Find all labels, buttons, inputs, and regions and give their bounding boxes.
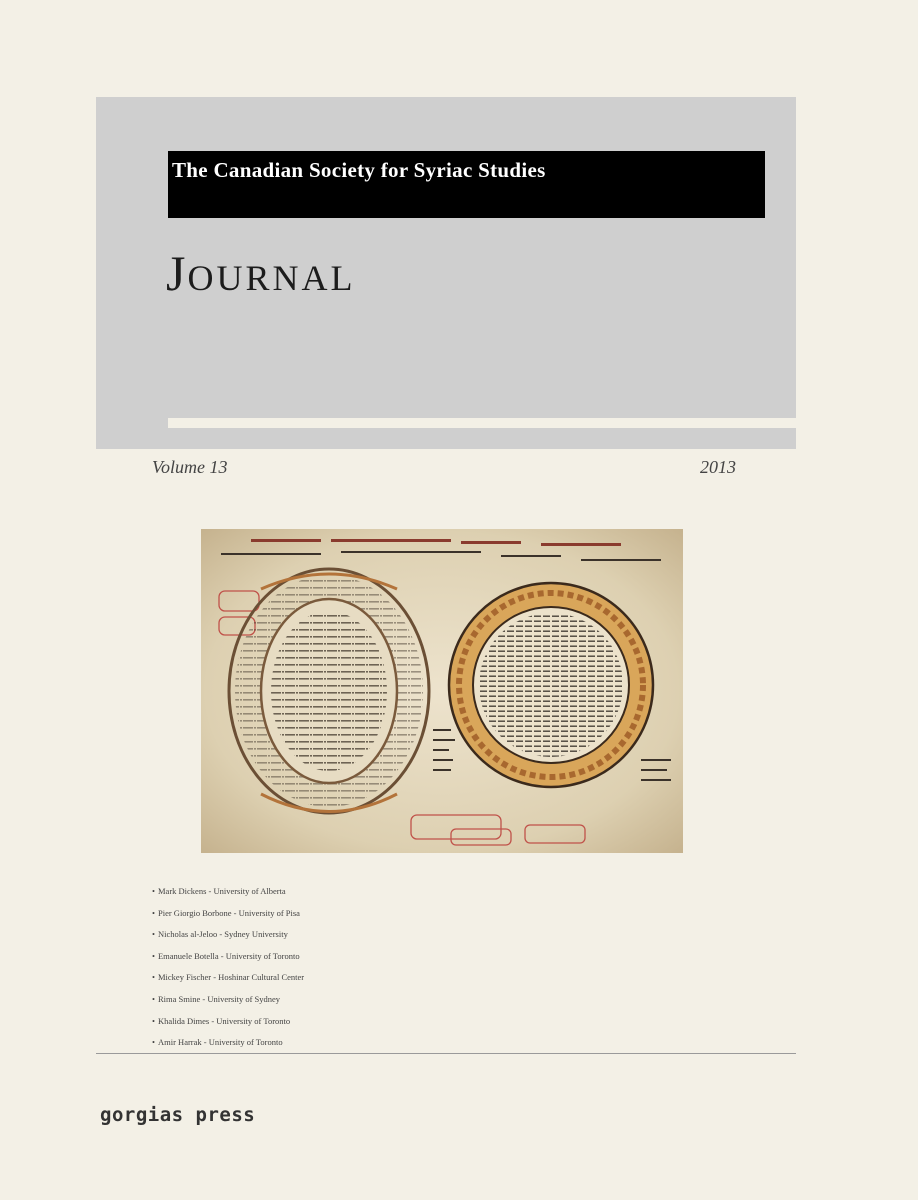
footer-rule [96, 1053, 796, 1054]
list-item: • Nicholas al-Jeloo - Sydney University [152, 929, 288, 940]
list-item: • Pier Giorgio Borbone - University of Pisa [152, 907, 300, 918]
list-item: • Emanuele Botella - University of Toronto [152, 950, 300, 961]
journal-title-rest: OURNAL [187, 258, 356, 298]
society-name-bar [168, 151, 765, 218]
publisher-logo: gorgias press [100, 1104, 256, 1126]
list-item: • Khalida Dimes - University of Toronto [152, 1015, 291, 1026]
volume-number: Volume 13 [152, 457, 228, 477]
header-rule [168, 418, 796, 428]
publication-year: 2013 [700, 457, 736, 477]
list-item: • Mark Dickens - University of Alberta [152, 886, 286, 896]
list-item: • Amir Harrak - University of Toronto [152, 1037, 283, 1048]
journal-title [166, 243, 355, 308]
manuscript-illustration [201, 529, 683, 853]
society-name: The Canadian Society for Syriac Studies [172, 158, 546, 182]
journal-title-initial: J [166, 245, 188, 301]
list-item: • Rima Smine - University of Sydney [152, 993, 281, 1004]
contributor-list [152, 881, 304, 1054]
list-item: • Mickey Fischer - Hoshinar Cultural Center [152, 972, 305, 983]
